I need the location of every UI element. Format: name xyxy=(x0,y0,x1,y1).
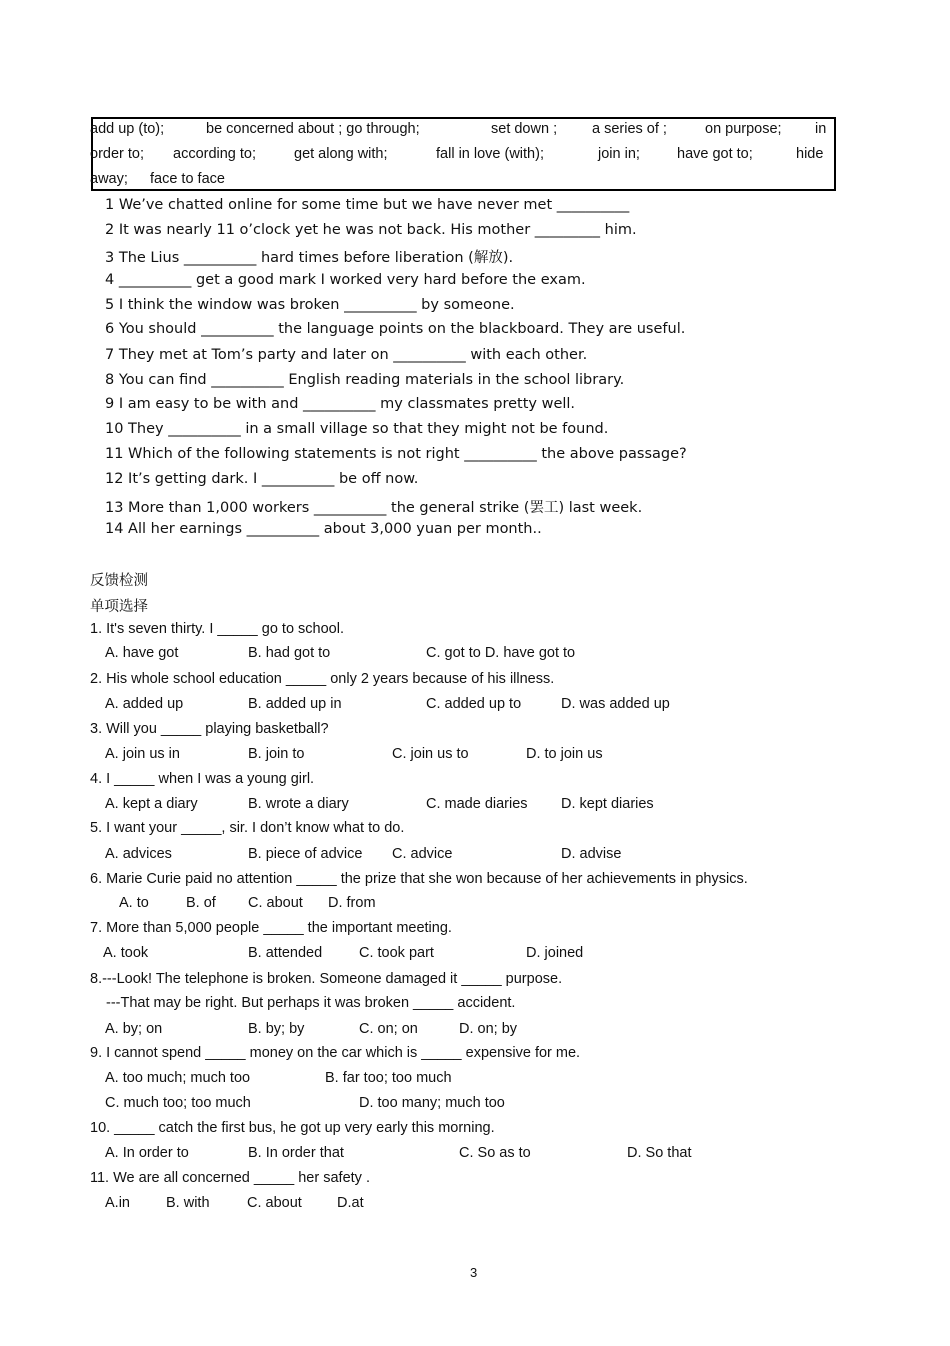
option: B. of xyxy=(186,895,216,911)
fill-blank-item: 7 They met at Tom’s party and later on __________ with each other. xyxy=(105,347,588,363)
phrase: be concerned about ; go through; xyxy=(206,121,420,137)
fill-blank-item: 3 The Lius __________ hard times before liberation (解放). xyxy=(105,250,514,266)
option: C. added up to xyxy=(426,696,522,712)
question-reply: ---That may be right. But perhaps it was broken _____ accident. xyxy=(106,995,516,1011)
option: C. about xyxy=(247,1195,302,1211)
phrase: add up (to); xyxy=(90,121,165,137)
option: B. far too; too much xyxy=(325,1070,452,1086)
option: C. on; on xyxy=(359,1021,418,1037)
question: 1. It's seven thirty. I _____ go to school. xyxy=(90,621,344,637)
question: 8.---Look! The telephone is broken. Someone damaged it _____ purpose. xyxy=(90,971,563,987)
question: 5. I want your _____, sir. I don’t know what to do. xyxy=(90,820,405,836)
option: C. took part xyxy=(359,945,434,961)
option: B. by; by xyxy=(248,1021,305,1037)
option: A. added up xyxy=(105,696,184,712)
option: D. to join us xyxy=(526,746,603,762)
option: D. advise xyxy=(561,846,622,862)
phrase: join in; xyxy=(598,146,640,162)
fill-blank-item: 11 Which of the following statements is not right __________ the above passage? xyxy=(105,446,687,462)
question: 9. I cannot spend _____ money on the car which is _____ expensive for me. xyxy=(90,1045,581,1061)
option: A. to xyxy=(119,895,149,911)
page-number: 3 xyxy=(470,1265,478,1280)
phrase: fall in love (with); xyxy=(436,146,544,162)
fill-blank-item: 9 I am easy to be with and __________ my classmates pretty well. xyxy=(105,396,576,412)
option: C. much too; too much xyxy=(105,1095,251,1111)
option: D. was added up xyxy=(561,696,670,712)
option: C. got to D. have got to xyxy=(426,645,576,661)
option: C. made diaries xyxy=(426,796,528,812)
multiple-choice-heading: 单项选择 xyxy=(90,599,148,615)
option: A. kept a diary xyxy=(105,796,198,812)
fill-blank-item: 12 It’s getting dark. I __________ be off now. xyxy=(105,471,419,487)
fill-blank-item: 8 You can find __________ English reading materials in the school library. xyxy=(105,372,625,388)
option: D. kept diaries xyxy=(561,796,654,812)
option: C. So as to xyxy=(459,1145,531,1161)
question: 6. Marie Curie paid no attention _____ the prize that she won because of her achievements in physics. xyxy=(90,871,748,887)
option: D. too many; much too xyxy=(359,1095,505,1111)
feedback-heading: 反馈检测 xyxy=(90,573,148,589)
fill-blank-item: 10 They __________ in a small village so that they might not be found. xyxy=(105,421,609,437)
question: 2. His whole school education _____ only 2 years because of his illness. xyxy=(90,671,555,687)
question: 3. Will you _____ playing basketball? xyxy=(90,721,329,737)
phrase: in xyxy=(815,121,827,137)
option: A. too much; much too xyxy=(105,1070,251,1086)
option: D. joined xyxy=(526,945,584,961)
option: D.at xyxy=(337,1195,364,1211)
phrase: get along with; xyxy=(294,146,388,162)
phrase: hide xyxy=(796,146,824,162)
fill-blank-item: 14 All her earnings __________ about 3,000 yuan per month.. xyxy=(105,521,542,537)
option: B. piece of advice xyxy=(248,846,363,862)
option: B. added up in xyxy=(248,696,342,712)
option: A. join us in xyxy=(105,746,180,762)
option: D. So that xyxy=(627,1145,692,1161)
option: D. on; by xyxy=(459,1021,518,1037)
fill-blank-item: 2 It was nearly 11 o’clock yet he was not back. His mother _________ him. xyxy=(105,222,637,238)
fill-blank-item: 13 More than 1,000 workers __________ the general strike (罢工) last week. xyxy=(105,500,643,516)
phrase: away; xyxy=(90,171,128,187)
option: A.in xyxy=(105,1195,130,1211)
option: B. had got to xyxy=(248,645,331,661)
phrase: on purpose; xyxy=(705,121,782,137)
phrase: according to; xyxy=(173,146,257,162)
question: 7. More than 5,000 people _____ the important meeting. xyxy=(90,920,452,936)
phrase: face to face xyxy=(150,171,225,187)
phrase: have got to; xyxy=(677,146,753,162)
question: 11. We are all concerned _____ her safety . xyxy=(90,1170,370,1186)
phrase: a series of ; xyxy=(592,121,667,137)
phrase: order to; xyxy=(90,146,144,162)
option: C. advice xyxy=(392,846,453,862)
option: A. by; on xyxy=(105,1021,163,1037)
option: A. have got xyxy=(105,645,179,661)
phrase: set down ; xyxy=(491,121,558,137)
option: A. In order to xyxy=(105,1145,189,1161)
option: A. took xyxy=(103,945,149,961)
question: 10. _____ catch the first bus, he got up very early this morning. xyxy=(90,1120,495,1136)
fill-blank-item: 5 I think the window was broken __________ by someone. xyxy=(105,297,515,313)
option: D. from xyxy=(328,895,376,911)
option: A. advices xyxy=(105,846,172,862)
fill-blank-item: 4 __________ get a good mark I worked very hard before the exam. xyxy=(105,272,586,288)
fill-blank-item: 6 You should __________ the language points on the blackboard. They are useful. xyxy=(105,321,686,337)
option: C. join us to xyxy=(392,746,469,762)
option: B. join to xyxy=(248,746,305,762)
option: B. with xyxy=(166,1195,210,1211)
option: B. attended xyxy=(248,945,323,961)
option: B. In order that xyxy=(248,1145,344,1161)
option: B. wrote a diary xyxy=(248,796,349,812)
fill-blank-item: 1 We’ve chatted online for some time but we have never met __________ xyxy=(105,197,630,213)
question: 4. I _____ when I was a young girl. xyxy=(90,771,315,787)
option: C. about xyxy=(248,895,303,911)
